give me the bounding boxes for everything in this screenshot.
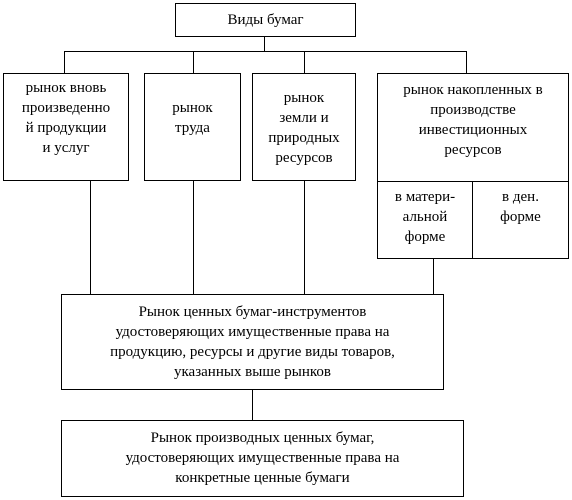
market-label-investment: рынок накопленных в производстве инвестиционных ресурсов — [403, 82, 543, 158]
connector-to-market-2 — [193, 51, 194, 73]
form-box-material — [378, 182, 472, 258]
form-box-monetary — [473, 182, 568, 258]
title-text: Виды бумаг — [227, 12, 304, 28]
form-label-monetary: в ден. форме — [500, 189, 541, 225]
connector-market-1-down — [90, 180, 91, 294]
derivatives-market-box — [61, 420, 464, 497]
title-box — [175, 3, 356, 37]
derivatives-market-text: Рынок производных ценных бумаг, удостоверяющих имущественные права на конкретные ценные бумаги — [125, 430, 400, 486]
connector-securities-to-derivatives — [252, 389, 253, 420]
connector-horizontal-bus — [64, 51, 466, 52]
market-label-labor: рынок труда — [172, 100, 213, 136]
market-box-labor — [144, 73, 241, 181]
connector-to-market-3 — [304, 51, 305, 73]
connector-market-4-down — [433, 258, 434, 294]
market-box-land — [252, 73, 356, 181]
form-label-material: в матери- альной форме — [394, 189, 456, 245]
connector-to-market-1 — [64, 51, 65, 73]
market-label-land: рынок земли и природных ресурсов — [268, 90, 340, 166]
connector-market-2-down — [193, 180, 194, 294]
securities-market-box — [61, 294, 444, 390]
connector-title-down — [264, 36, 265, 51]
market-box-new-products — [3, 73, 129, 181]
connector-to-market-4 — [466, 51, 467, 73]
securities-market-text: Рынок ценных бумаг-инструментов удостоверяющих имущественные права на продукцию, ресурсы и другие виды товаров, указанных выше рынков — [110, 304, 395, 380]
connector-market-3-down — [304, 180, 305, 294]
market-label-new-products: рынок вновь произведенно й продукции и услуг — [21, 80, 111, 156]
